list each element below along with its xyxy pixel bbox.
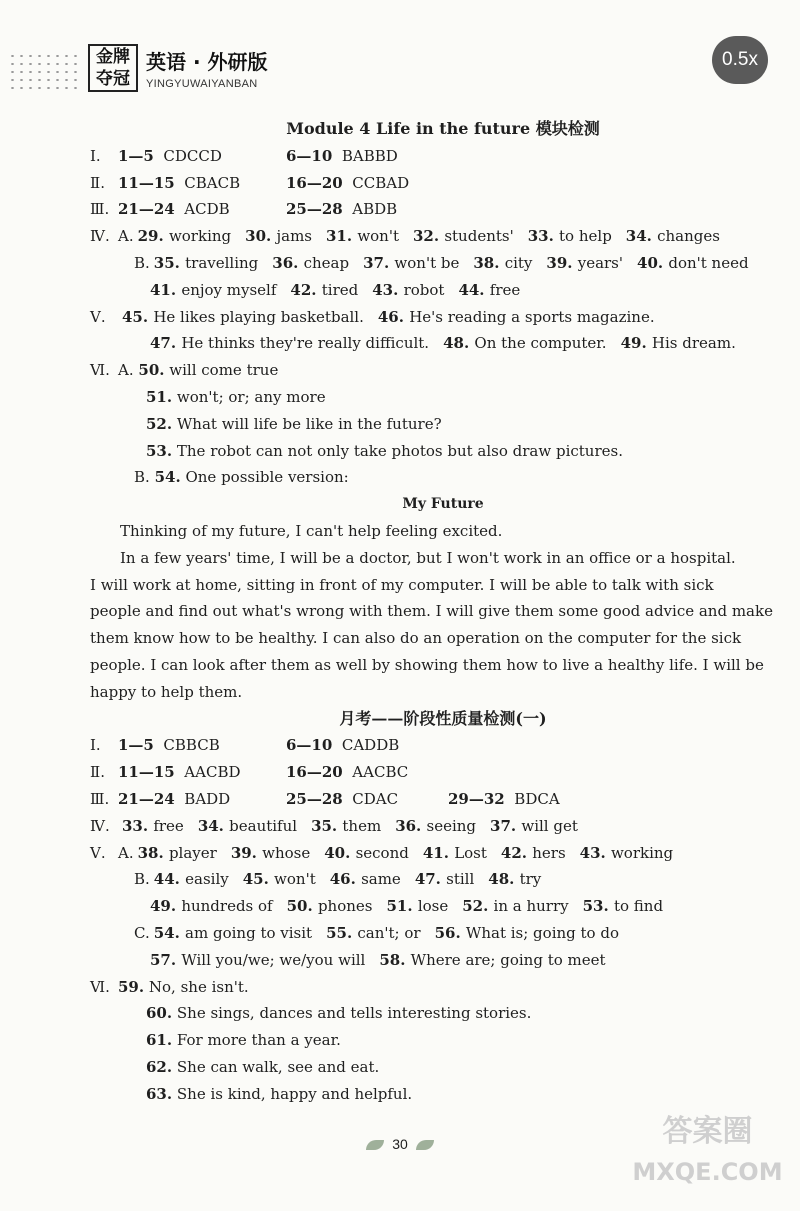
- answer-text: enjoy myself: [181, 280, 277, 299]
- answer-item: [154, 870, 229, 888]
- roman-numeral: Ⅴ.: [90, 843, 106, 862]
- question-number: 36.: [395, 816, 427, 835]
- watermark-line-1: 答案圈: [662, 1114, 753, 1149]
- answer-text: cheap: [303, 253, 350, 272]
- answer-row: [118, 893, 768, 920]
- essay-body: [90, 518, 790, 706]
- answer-row: [118, 250, 768, 277]
- roman-numeral: Ⅱ.: [90, 763, 105, 782]
- answer-item: [326, 227, 399, 245]
- zoom-indicator[interactable]: 0.5x: [712, 36, 768, 84]
- answer-text: working: [610, 843, 674, 862]
- question-number: 49.: [150, 897, 182, 916]
- essay-line: them know how to be healthy. I can also do an operation on the computer for the sick: [90, 629, 742, 648]
- answer-text: ACDB: [184, 200, 230, 219]
- answer-text: free: [153, 816, 184, 835]
- answer-text: BADD: [184, 789, 231, 808]
- question-range: 21—24: [118, 200, 175, 219]
- answer-text: will come true: [169, 361, 279, 380]
- question-number: 39.: [230, 843, 263, 862]
- roman-numeral: Ⅴ.: [90, 307, 106, 326]
- question-number: 48.: [443, 334, 475, 353]
- question-number: 45.: [242, 870, 275, 889]
- question-number: 53.: [146, 441, 173, 460]
- leaf-icon: [366, 1140, 384, 1150]
- question-number: 50.: [286, 897, 318, 916]
- answer-item: [150, 334, 429, 352]
- answer-item: [138, 844, 217, 862]
- answer-item: [488, 870, 541, 888]
- answer-text: free: [489, 280, 521, 299]
- essay-line: I will work at home, sitting in front of my computer. I will be able to talk with sick: [90, 575, 714, 594]
- answer-row: [90, 840, 768, 867]
- answer-row: [118, 438, 768, 465]
- answer-item: [626, 227, 720, 245]
- answer-row: [118, 277, 768, 304]
- answer-text: lose: [417, 897, 449, 916]
- answer-item: [386, 897, 448, 915]
- essay-line: happy to help them.: [90, 682, 243, 701]
- answer-item: [458, 281, 520, 299]
- answer-text: will get: [521, 816, 578, 835]
- question-number: 33.: [527, 227, 560, 246]
- part-label: B.: [134, 468, 150, 487]
- logo-line-1: 金牌: [96, 47, 130, 67]
- subject-title: 英语 · 外研版: [146, 50, 268, 74]
- part-label: A.: [118, 361, 134, 380]
- answer-text: in a hurry: [493, 897, 569, 916]
- answer-text: CDCCD: [163, 146, 222, 165]
- question-number: 40.: [637, 253, 669, 272]
- answer-text: easily: [185, 870, 229, 889]
- answer-item: [138, 227, 232, 245]
- part-label: B.: [134, 253, 150, 272]
- question-number: 44.: [153, 870, 186, 889]
- answer-text: changes: [657, 227, 720, 246]
- part-label: A.: [118, 843, 134, 862]
- essay-line: In a few years' time, I will be a doctor, but I won't work in an office or a hospital.: [120, 548, 736, 567]
- answer-content: [90, 116, 773, 1107]
- answer-row: [118, 1081, 768, 1108]
- answer-row: [118, 1000, 768, 1027]
- question-number: 37.: [363, 253, 395, 272]
- answer-text: The robot can not only take photos but also draw pictures.: [176, 441, 623, 460]
- answer-item: [290, 281, 358, 299]
- question-range: 21—24: [118, 789, 175, 808]
- answer-text: tired: [321, 280, 359, 299]
- answer-text: hers: [532, 843, 566, 862]
- answer-text: She can walk, see and eat.: [176, 1057, 380, 1076]
- question-number: 56.: [434, 923, 466, 942]
- answer-text: No, she isn't.: [148, 977, 249, 996]
- answer-item: [231, 844, 310, 862]
- answer-item: [363, 254, 459, 272]
- question-number: 35.: [153, 253, 186, 272]
- question-number: 49.: [620, 334, 652, 353]
- essay-line: Thinking of my future, I can't help feeling excited.: [120, 521, 503, 540]
- leaf-icon: [416, 1140, 434, 1150]
- question-number: 41.: [422, 843, 455, 862]
- answer-text: them: [342, 816, 382, 835]
- answer-item: [378, 308, 655, 326]
- answer-text: still: [446, 870, 475, 889]
- question-range: 11—15: [118, 763, 175, 782]
- answer-row: [118, 1027, 768, 1054]
- answer-text: won't: [357, 227, 399, 246]
- essay-title: My Future: [402, 496, 484, 513]
- roman-numeral: Ⅰ.: [90, 736, 101, 755]
- answer-item: [415, 870, 474, 888]
- question-range: 11—15: [118, 173, 175, 192]
- section-title: 月考——阶段性质量检测(一): [339, 708, 547, 728]
- answer-text: phones: [317, 897, 373, 916]
- answer-text: His dream.: [651, 334, 736, 353]
- answer-text: students': [444, 227, 514, 246]
- question-number: 37.: [490, 816, 522, 835]
- answer-item: [150, 951, 365, 969]
- question-number: 45.: [122, 307, 154, 326]
- answer-row: [118, 947, 768, 974]
- answer-item: [272, 254, 349, 272]
- answer-item: [326, 924, 421, 942]
- answer-text: Lost: [454, 843, 487, 862]
- question-number: 34.: [197, 816, 230, 835]
- answer-item: [490, 817, 578, 835]
- answer-text: Will you/we; we/you will: [181, 950, 366, 969]
- answer-text: CADDB: [341, 736, 400, 755]
- roman-numeral: Ⅳ.: [90, 227, 110, 246]
- answer-row: [118, 384, 768, 411]
- answer-text: years': [577, 253, 624, 272]
- answer-text: For more than a year.: [176, 1031, 341, 1050]
- answer-text: jams: [276, 227, 312, 246]
- answer-item: [443, 334, 607, 352]
- answer-row: [90, 143, 768, 170]
- answer-text: CCBAD: [352, 173, 410, 192]
- question-number: 29.: [137, 227, 169, 246]
- answer-item: [621, 334, 736, 352]
- answer-item: [198, 817, 297, 835]
- question-range: 16—20: [286, 763, 343, 782]
- watermark: [620, 1112, 795, 1207]
- answer-row: [118, 866, 768, 893]
- answer-row: [90, 786, 768, 813]
- answer-row: [90, 223, 768, 250]
- answer-text: He's reading a sports magazine.: [409, 307, 655, 326]
- answer-text: whose: [262, 843, 311, 862]
- answer-row: [118, 920, 768, 947]
- part-label: B.: [134, 870, 150, 889]
- part-label: C.: [134, 923, 150, 942]
- answer-text: ABDB: [352, 200, 398, 219]
- answer-item: [413, 227, 514, 245]
- answer-item: [287, 897, 373, 915]
- roman-numeral: Ⅱ.: [90, 173, 105, 192]
- answer-text: won't be: [394, 253, 460, 272]
- answer-row: [90, 974, 768, 1001]
- answer-text: hundreds of: [181, 897, 273, 916]
- answer-text: BDCA: [514, 789, 560, 808]
- question-range: 1—5: [118, 736, 154, 755]
- question-number: 47.: [150, 334, 182, 353]
- page-header: [0, 0, 800, 105]
- answer-text: What will life be like in the future?: [176, 414, 442, 433]
- answer-item: [528, 227, 612, 245]
- answer-text: She sings, dances and tells interesting stories.: [176, 1004, 532, 1023]
- answer-text: won't: [274, 870, 316, 889]
- answer-text: seeing: [426, 816, 477, 835]
- question-number: 53.: [582, 897, 614, 916]
- answer-text: to help: [559, 227, 612, 246]
- question-range: 29—32: [448, 789, 505, 808]
- question-number: 47.: [414, 870, 447, 889]
- question-range: 16—20: [286, 173, 343, 192]
- question-number: 46.: [377, 307, 410, 326]
- answer-item: [150, 897, 273, 915]
- question-number: 30.: [245, 227, 277, 246]
- answer-item: [122, 817, 184, 835]
- answer-text: travelling: [185, 253, 259, 272]
- question-range: 6—10: [286, 736, 333, 755]
- logo-line-2: 夺冠: [96, 69, 130, 89]
- section-title: Module 4 Life in the future 模块检测: [286, 119, 600, 138]
- answer-item: [435, 924, 619, 942]
- question-number: 48.: [488, 870, 520, 889]
- question-number: 51.: [386, 897, 418, 916]
- question-number: 60.: [146, 1004, 173, 1023]
- answer-text: CBBCB: [163, 736, 220, 755]
- answer-text: won't; or; any more: [176, 387, 326, 406]
- answer-text: Where are; going to meet: [410, 950, 606, 969]
- roman-numeral: Ⅲ.: [90, 200, 110, 219]
- question-number: 59.: [118, 977, 145, 996]
- answer-text: AACBD: [184, 763, 241, 782]
- question-number: 54.: [154, 468, 181, 487]
- roman-numeral: Ⅵ.: [90, 361, 110, 380]
- answer-row: [90, 732, 768, 759]
- answer-row: [90, 813, 768, 840]
- question-number: 52.: [146, 414, 173, 433]
- answer-item: [501, 844, 566, 862]
- question-number: 39.: [546, 253, 578, 272]
- answer-item: [154, 924, 312, 942]
- answer-text: He likes playing basketball.: [153, 307, 364, 326]
- roman-numeral: Ⅰ.: [90, 146, 101, 165]
- answer-item: [122, 308, 364, 326]
- answer-row: [90, 304, 768, 331]
- question-number: 33.: [122, 816, 154, 835]
- answer-item: [154, 254, 258, 272]
- answer-item: [372, 281, 444, 299]
- answer-text: city: [504, 253, 533, 272]
- answer-text: AACBC: [352, 763, 409, 782]
- answer-row: [118, 464, 768, 491]
- answer-row: [90, 759, 768, 786]
- answer-row: [90, 170, 768, 197]
- question-number: 57.: [150, 950, 182, 969]
- question-number: 44.: [458, 280, 490, 299]
- answer-row: [118, 1054, 768, 1081]
- question-number: 38.: [137, 843, 169, 862]
- question-range: 25—28: [286, 200, 343, 219]
- answer-text: What is; going to do: [465, 923, 619, 942]
- brand-logo: [88, 44, 138, 92]
- answer-item: [150, 281, 276, 299]
- question-number: 62.: [146, 1057, 173, 1076]
- question-number: 46.: [329, 870, 362, 889]
- answer-text: try: [519, 870, 542, 889]
- essay-line: people. I can look after them as well by showing them how to live a healthy life. I will be: [90, 655, 764, 674]
- answer-item: [243, 870, 316, 888]
- question-number: 50.: [138, 361, 165, 380]
- answer-item: [324, 844, 409, 862]
- question-number: 31.: [325, 227, 358, 246]
- answer-item: [637, 254, 749, 272]
- answer-item: [330, 870, 401, 888]
- question-number: 43.: [579, 843, 611, 862]
- answer-text: can't; or: [357, 923, 421, 942]
- answer-text: player: [168, 843, 217, 862]
- essay-line: people and find out what's wrong with them. I will give them some good advice and make: [90, 602, 773, 621]
- question-number: 55.: [326, 923, 358, 942]
- question-number: 43.: [372, 280, 404, 299]
- subject-pinyin: YINGYUWAIYANBAN: [146, 78, 258, 90]
- question-range: 25—28: [286, 789, 343, 808]
- question-number: 38.: [473, 253, 505, 272]
- question-number: 42.: [500, 843, 533, 862]
- question-number: 58.: [379, 950, 411, 969]
- answer-text: BABBD: [341, 146, 398, 165]
- answer-item: [311, 817, 381, 835]
- part-label: A.: [118, 227, 134, 246]
- answer-row: [118, 330, 768, 357]
- answer-text: beautiful: [229, 816, 298, 835]
- question-number: 41.: [150, 280, 182, 299]
- page-number: 30: [392, 1136, 408, 1152]
- answer-text: to find: [613, 897, 664, 916]
- answer-row: [90, 196, 768, 223]
- question-number: 35.: [311, 816, 343, 835]
- question-number: 40.: [324, 843, 356, 862]
- answer-row: [118, 411, 768, 438]
- answer-text: second: [355, 843, 409, 862]
- answer-text: robot: [403, 280, 445, 299]
- answer-text: On the computer.: [474, 334, 607, 353]
- answer-text: She is kind, happy and helpful.: [176, 1084, 413, 1103]
- question-number: 32.: [413, 227, 445, 246]
- roman-numeral: Ⅳ.: [90, 816, 110, 835]
- question-number: 34.: [625, 227, 658, 246]
- watermark-line-2: MXQE.COM: [632, 1158, 783, 1186]
- question-number: 51.: [146, 387, 173, 406]
- answer-text: CDAC: [352, 789, 399, 808]
- roman-numeral: Ⅵ.: [90, 977, 110, 996]
- answer-text: don't need: [668, 253, 749, 272]
- answer-item: [580, 844, 674, 862]
- dot-pattern-decoration: [8, 52, 78, 92]
- answer-text: am going to visit: [185, 923, 313, 942]
- question-number: 61.: [146, 1031, 173, 1050]
- answer-text: CBACB: [184, 173, 241, 192]
- question-number: 63.: [146, 1084, 173, 1103]
- answer-text: working: [168, 227, 232, 246]
- answer-item: [379, 951, 605, 969]
- question-number: 52.: [462, 897, 494, 916]
- answer-item: [473, 254, 532, 272]
- question-range: 1—5: [118, 146, 154, 165]
- answer-item: [423, 844, 487, 862]
- question-number: 54.: [153, 923, 186, 942]
- roman-numeral: Ⅲ.: [90, 789, 110, 808]
- question-number: 36.: [272, 253, 304, 272]
- answer-item: [546, 254, 623, 272]
- answer-item: [462, 897, 568, 915]
- answer-text: One possible version:: [185, 468, 349, 487]
- answer-item: [395, 817, 476, 835]
- answer-text: same: [361, 870, 401, 889]
- question-number: 42.: [290, 280, 322, 299]
- answer-row: [90, 357, 768, 384]
- answer-text: He thinks they're really difficult.: [181, 334, 430, 353]
- answer-item: [245, 227, 312, 245]
- answer-item: [583, 897, 663, 915]
- question-range: 6—10: [286, 146, 333, 165]
